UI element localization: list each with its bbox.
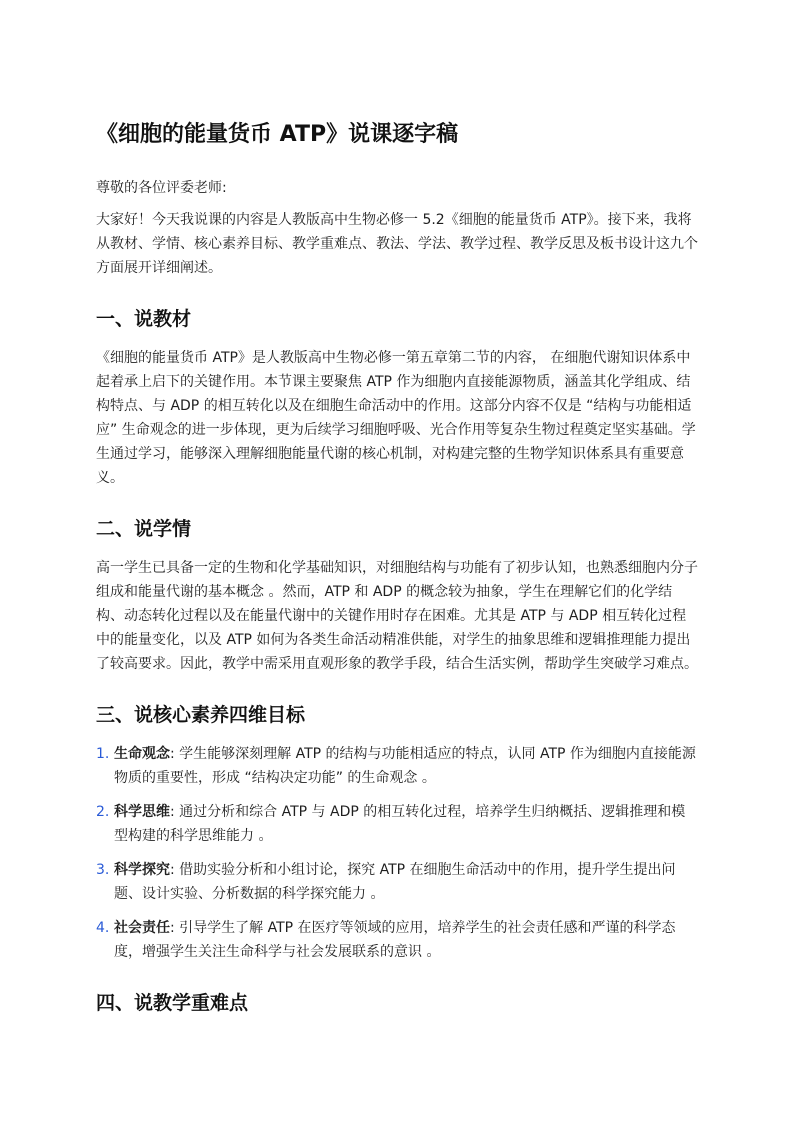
list-item [96,742,698,790]
section-heading-textbook: 一、说教材 [96,308,192,330]
section-heading-goals: 三、说核心素养四维目标 [96,704,306,726]
document-title: 《细胞的能量货币 ATP》说课逐字稿 [96,122,459,147]
list-term: 社会责任 [114,920,170,936]
greeting: 尊敬的各位评委老师: [96,180,227,196]
section-heading-students: 二、说学情 [96,518,192,540]
list-term: 科学思维 [114,804,170,820]
list-number: 1. [96,746,110,762]
list-number: 2. [96,804,110,820]
list-term: 生命观念 [114,746,170,762]
list-term: 科学探究 [114,862,170,878]
list-number: 3. [96,862,110,878]
list-text: : 通过分析和综合 ATP 与 ADP 的相互转化过程，培养学生归纳概括、逻辑推理和模型构建的科学思维能力 。 [114,804,686,844]
section-body-textbook: 《细胞的能量货币 ATP》是人教版高中生物必修一第五章第二节的内容， 在细胞代谢知识体系中起着承上启下的关键作用。本节课主要聚焦 ATP 作为细胞内直接能源物质，涵盖其化学组成、结构特点、与 ADP 的相互转化以及在细胞生命活动中的作用。这部分内容不仅是 “结构与功能相适应” 生命观念的进一步体现，更为后续学习细胞呼吸、光合作用等复杂生物过程奠定坚实基础。学生通过学习，能够深入理解细胞能量代谢的核心机制，对构建完整的生物学知识体系具有重要意义。 [96,350,696,486]
list-number: 4. [96,920,110,936]
section-heading-key-points: 四、说教学重难点 [96,992,249,1014]
intro-paragraph: 大家好！今天我说课的内容是人教版高中生物必修一 5.2《细胞的能量货币 ATP》。接下来，我将从教材、学情、核心素养目标、教学重难点、教法、学法、教学过程、教学反思及板书设计这九个方面展开详细阐述。 [96,212,698,276]
list-item [96,858,698,906]
list-text: : 借助实验分析和小组讨论，探究 ATP 在细胞生命活动中的作用，提升学生提出问题、设计实验、分析数据的科学探究能力 。 [114,862,676,902]
list-item [96,916,698,964]
list-text: : 学生能够深刻理解 ATP 的结构与功能相适应的特点，认同 ATP 作为细胞内直接能源物质的重要性，形成 “结构决定功能” 的生命观念 。 [114,746,696,786]
goals-list [96,742,698,964]
document-page [96,118,698,1030]
section-body-students: 高一学生已具备一定的生物和化学基础知识，对细胞结构与功能有了初步认知，也熟悉细胞内分子组成和能量代谢的基本概念 。然而，ATP 和 ADP 的概念较为抽象，学生在理解它们的化学结构、动态转化过程以及在能量代谢中的关键作用时存在困难。尤其是 ATP 与 ADP 相互转化过程中的能量变化，以及 ATP 如何为各类生命活动精准供能，对学生的抽象思维和逻辑推理能力提出了较高要求。因此，教学中需采用直观形象的教学手段，结合生活实例，帮助学生突破学习难点。 [96,560,698,672]
list-text: : 引导学生了解 ATP 在医疗等领域的应用，培养学生的社会责任感和严谨的科学态度，增强学生关注生命科学与社会发展联系的意识 。 [114,920,676,960]
list-item [96,800,698,848]
